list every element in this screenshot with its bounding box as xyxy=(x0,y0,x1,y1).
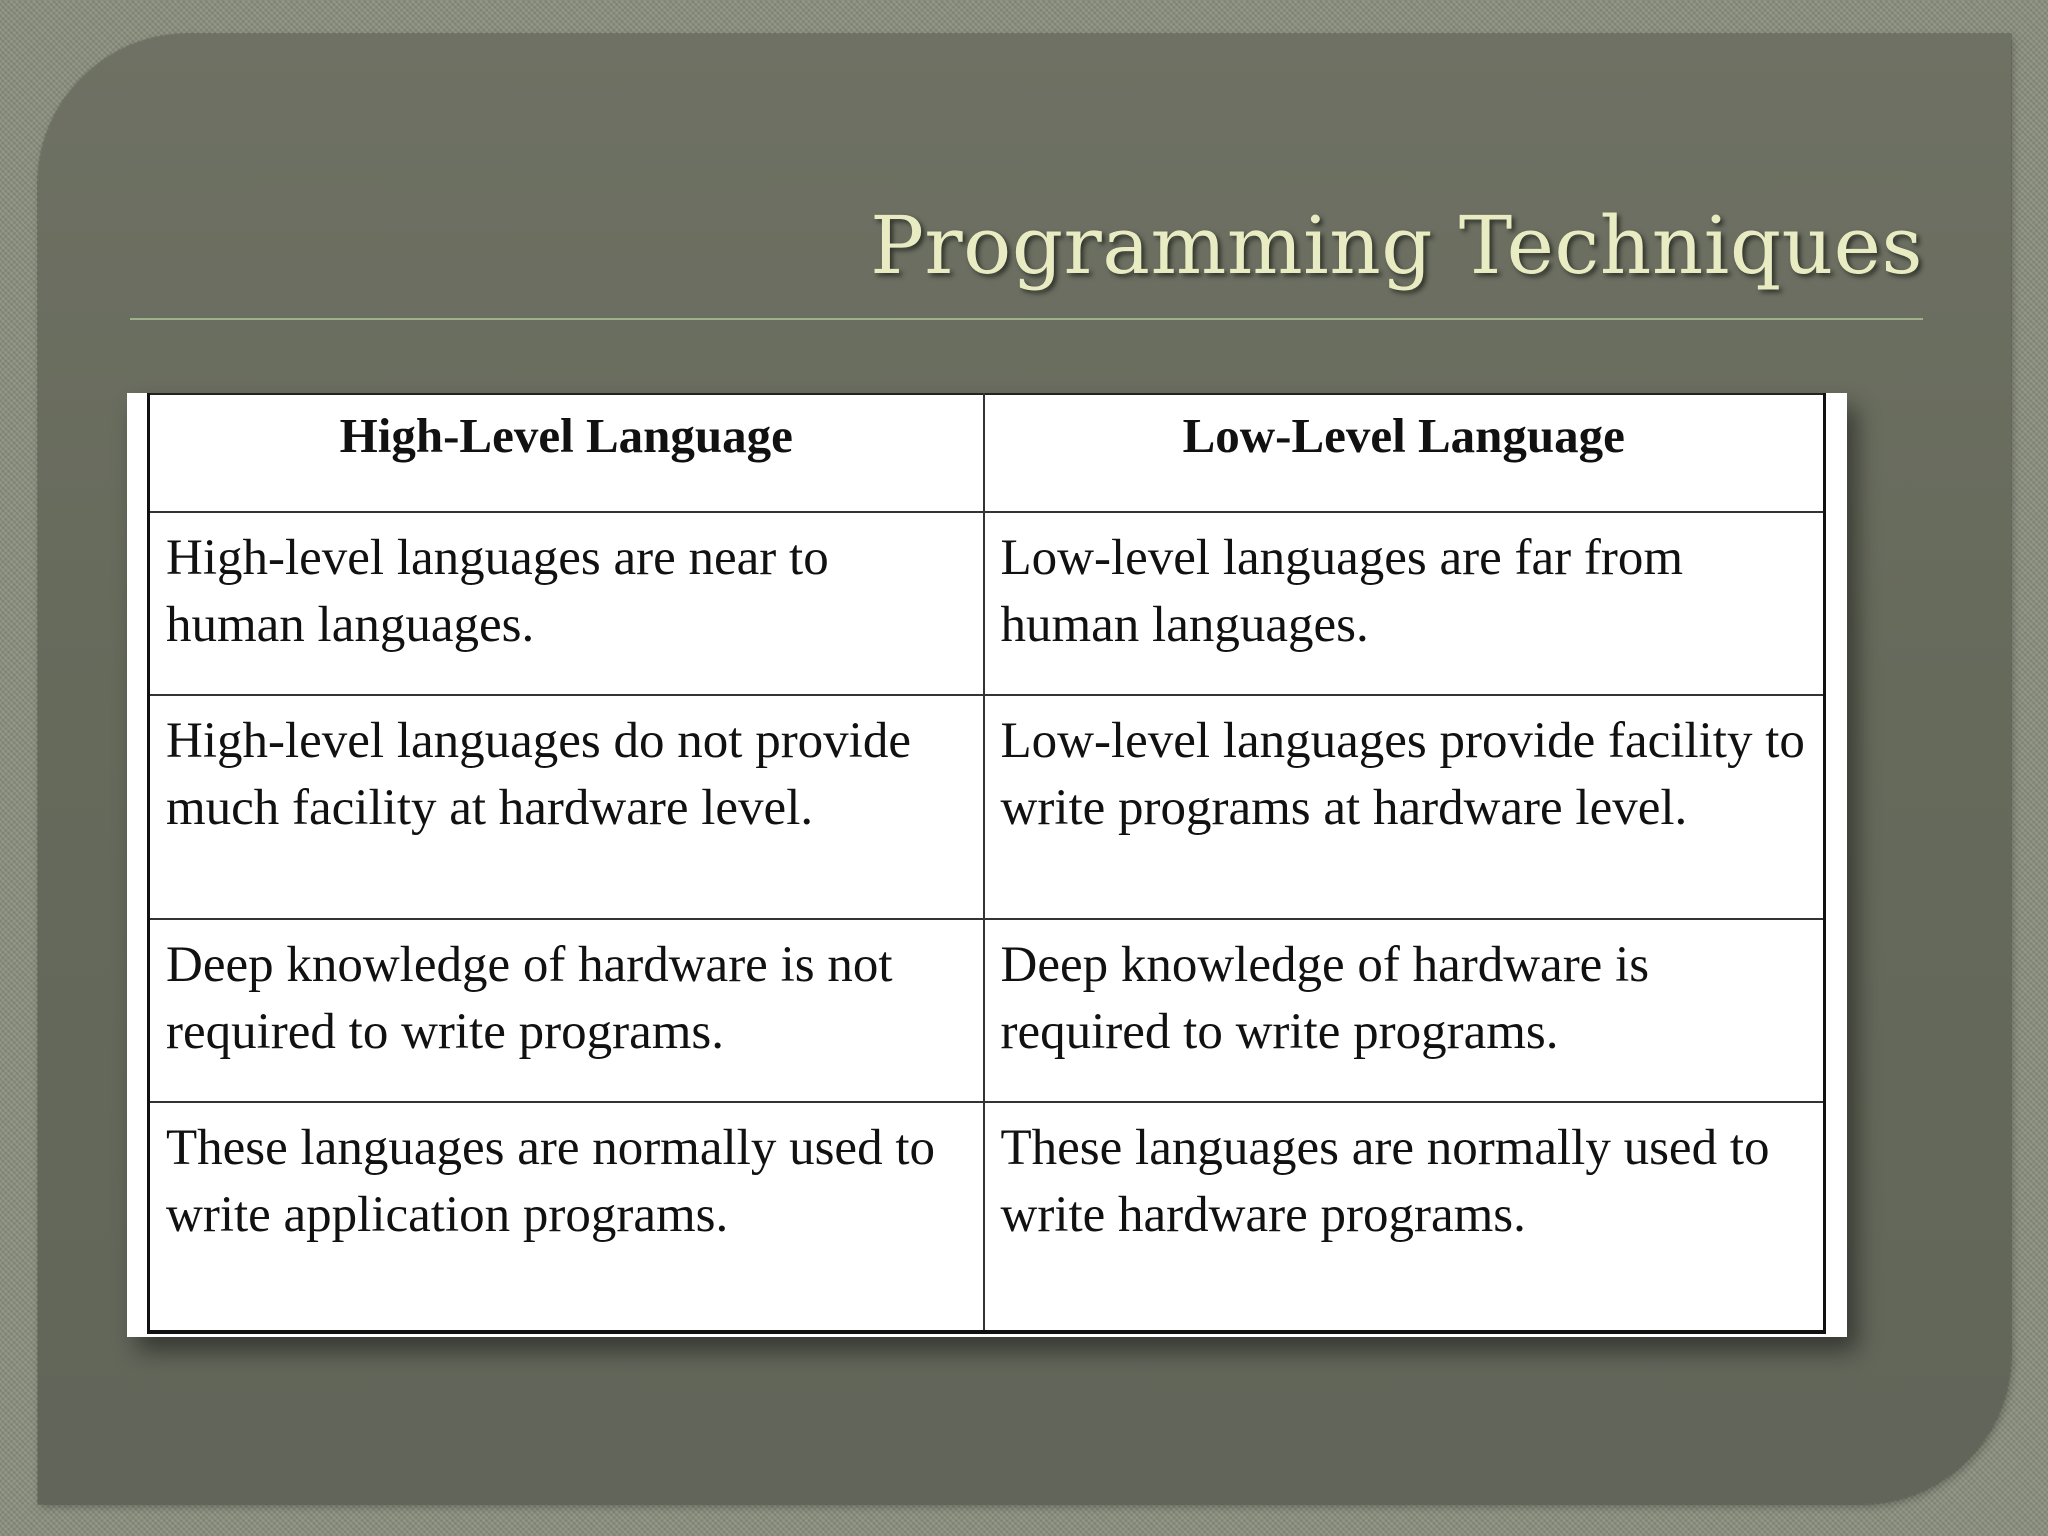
title-divider xyxy=(130,318,1923,320)
table-row xyxy=(149,1102,1825,1332)
table-row xyxy=(149,919,1825,1102)
header-high-level-language: High-Level Language xyxy=(149,394,984,512)
slide-title: Programming Techniques xyxy=(870,199,1923,292)
table-cell-high-level: Deep knowledge of hardware is not required to write programs. xyxy=(149,919,984,1102)
table-cell-low-level: Low-level languages provide facility to write programs at hardware level. xyxy=(984,695,1825,919)
comparison-table xyxy=(147,393,1826,1334)
table-row xyxy=(149,512,1825,695)
table-cell-low-level: Deep knowledge of hardware is required to write programs. xyxy=(984,919,1825,1102)
table-cell-high-level: High-level languages do not provide much facility at hardware level. xyxy=(149,695,984,919)
table-header-row xyxy=(149,394,1825,512)
table-cell-low-level: These languages are normally used to write hardware programs. xyxy=(984,1102,1825,1332)
header-low-level-language: Low-Level Language xyxy=(984,394,1825,512)
table-cell-high-level: High-level languages are near to human languages. xyxy=(149,512,984,695)
table-row xyxy=(149,695,1825,919)
table-cell-low-level: Low-level languages are far from human languages. xyxy=(984,512,1825,695)
table-cell-high-level: These languages are normally used to write application programs. xyxy=(149,1102,984,1332)
comparison-table-image xyxy=(127,393,1847,1337)
